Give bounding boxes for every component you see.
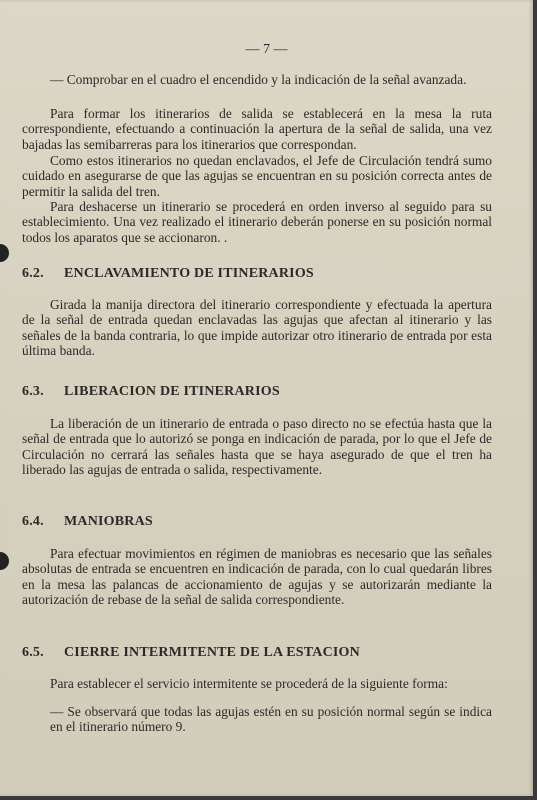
section-number: 6.2. xyxy=(22,266,44,281)
section-heading-6-4 xyxy=(22,514,153,530)
section-body-6-5: Para establecer el servicio intermitente se procederá de la siguiente forma: xyxy=(50,676,448,691)
binder-hole xyxy=(0,552,9,570)
section-body-6-2: Girada la manija directora del itinerario correspondiente y efectuada la apertura de la señal de entrada quedan enclavadas las agujas que afectan al itinerario y las señales de la banda contraria, lo que impide autorizar otro itinerario de entrada por esta última banda. xyxy=(22,297,492,358)
section-body-6-3: La liberación de un itinerario de entrada o paso directo no se efectúa hasta que la señal de entrada que lo autorizó se ponga en indicación de parada, por lo que el Jefe de Circulación no cerrará las señales hasta que se haya asegurado de que el tren ha liberado las agujas de entrada o salida, respectivamente. xyxy=(22,416,492,477)
section-heading-6-3 xyxy=(22,384,280,400)
section-number: 6.4. xyxy=(22,514,44,529)
page-number: — 7 — xyxy=(245,42,288,57)
section-heading-6-5 xyxy=(22,645,360,661)
section-number: 6.5. xyxy=(22,645,44,660)
paragraph-deshacer: Para deshacerse un itinerario se procederá en orden inverso al seguido para su establecimiento. Una vez realizado el itinerario deberán ponerse en su posición normal todos los aparatos que se accionaron. . xyxy=(22,199,492,245)
section-body-6-4: Para efectuar movimientos en régimen de maniobras es necesario que las señales absolutas de entrada se encuentren en indicación de parada, con lo cual quedarán libres en la mesa las palancas de accionamiento de agujas y se autorizarán mediante la autorización de rebase de la señal de salida correspondiente. xyxy=(22,546,492,607)
paragraph-no-enclavados: Como estos itinerarios no quedan enclavados, el Jefe de Circulación tendrá sumo cuidado en asegurarse de que las agujas se encuentran en su posición correcta antes de permitir la salida del tren. xyxy=(22,153,492,199)
section-heading-6-2 xyxy=(22,266,314,282)
section-title: LIBERACION DE ITINERARIOS xyxy=(64,384,280,399)
section-number: 6.3. xyxy=(22,384,44,399)
list-item-agujas: — Se observará que todas las agujas estén en su posición normal según se indica en el itinerario número 9. xyxy=(50,704,492,735)
section-title: MANIOBRAS xyxy=(64,514,153,529)
binder-hole xyxy=(0,244,9,262)
section-title: CIERRE INTERMITENTE DE LA ESTACION xyxy=(64,645,360,660)
section-title: ENCLAVAMIENTO DE ITINERARIOS xyxy=(64,266,314,281)
list-item-comprobar: — Comprobar en el cuadro el encendido y la indicación de la señal avanzada. xyxy=(50,72,467,87)
paragraph-itinerarios-salida: Para formar los itinerarios de salida se establecerá en la mesa la ruta correspondiente, efectuando a continuación la apertura de la señal de salida, una vez bajadas las semibarreras para los itinerarios que correspondan. xyxy=(22,106,492,152)
